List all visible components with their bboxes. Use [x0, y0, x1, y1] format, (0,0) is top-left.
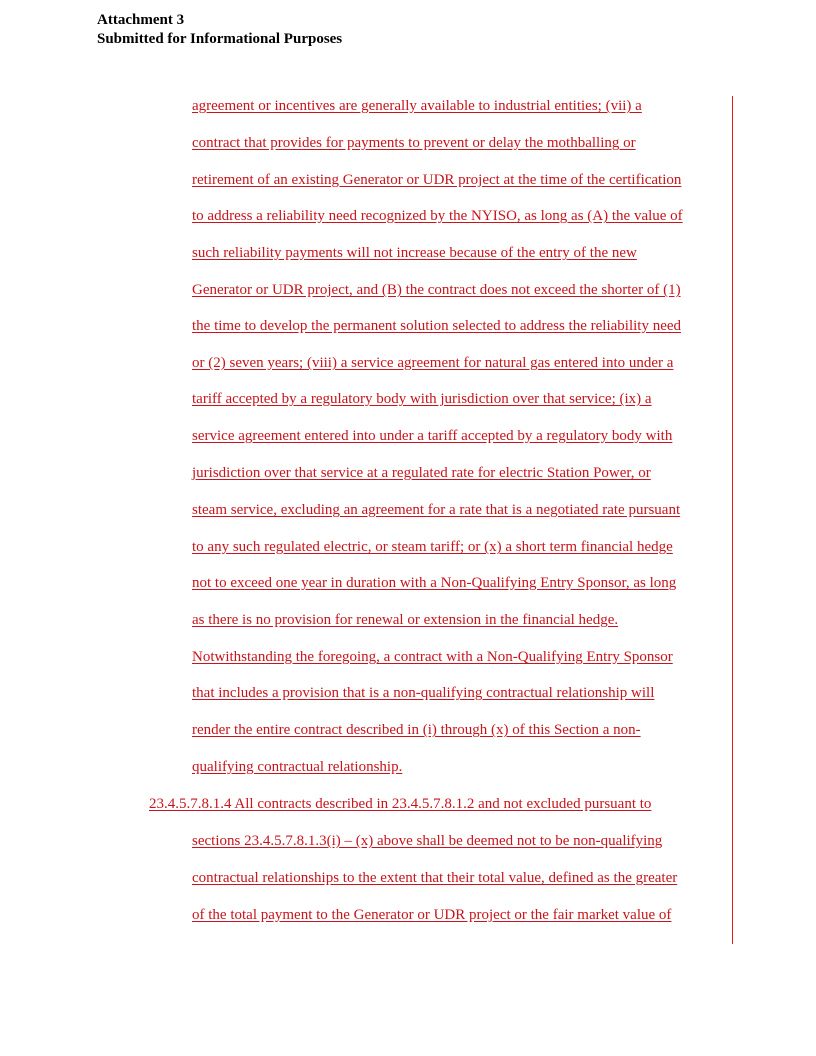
body-line: agreement or incentives are generally available to industrial entities; (vii) a — [192, 98, 642, 114]
body-line: of the total payment to the Generator or UDR project or the fair market value of — [192, 907, 672, 923]
section-23-4-5-7-8-1-4-heading: 23.4.5.7.8.1.4 All contracts described in 23.4.5.7.8.1.2 and not excluded pursuant to — [149, 796, 652, 812]
body-line: to any such regulated electric, or steam tariff; or (x) a short term financial hedge — [192, 539, 673, 555]
body-line: render the entire contract described in (i) through (x) of this Section a non- — [192, 722, 641, 738]
body-line: sections 23.4.5.7.8.1.3(i) – (x) above shall be deemed not to be non-qualifying — [192, 833, 663, 849]
body-line: service agreement entered into under a tariff accepted by a regulatory body with — [192, 428, 673, 444]
body-line: contractual relationships to the extent that their total value, defined as the greater — [192, 870, 678, 886]
body-line: Notwithstanding the foregoing, a contract with a Non-Qualifying Entry Sponsor — [192, 649, 673, 665]
body-line: jurisdiction over that service at a regulated rate for electric Station Power, or — [192, 465, 651, 481]
body-line: or (2) seven years; (viii) a service agreement for natural gas entered into under a — [192, 355, 674, 371]
body-line: to address a reliability need recognized by the NYISO, as long as (A) the value of — [192, 208, 683, 224]
body-line: steam service, excluding an agreement for a rate that is a negotiated rate pursuant — [192, 502, 681, 518]
attachment-label: Attachment 3 — [97, 12, 185, 28]
body-line: that includes a provision that is a non-qualifying contractual relationship will — [192, 685, 655, 701]
body-line: contract that provides for payments to prevent or delay the mothballing or — [192, 135, 636, 151]
body-line: such reliability payments will not increase because of the entry of the new — [192, 245, 637, 261]
attachment-header — [97, 11, 342, 49]
body-line: retirement of an existing Generator or UDR project at the time of the certification — [192, 172, 682, 188]
submission-note: Submitted for Informational Purposes — [97, 31, 343, 47]
body-line: as there is no provision for renewal or extension in the financial hedge. — [192, 612, 619, 628]
body-line: the time to develop the permanent solution selected to address the reliability need — [192, 318, 682, 334]
revision-change-bar — [732, 96, 733, 944]
body-line: Generator or UDR project, and (B) the contract does not exceed the shorter of (1) — [192, 282, 681, 298]
body-line: tariff accepted by a regulatory body with jurisdiction over that service; (ix) a — [192, 391, 652, 407]
body-line: qualifying contractual relationship. — [192, 759, 403, 775]
body-line: not to exceed one year in duration with a Non-Qualifying Entry Sponsor, as long — [192, 575, 677, 591]
